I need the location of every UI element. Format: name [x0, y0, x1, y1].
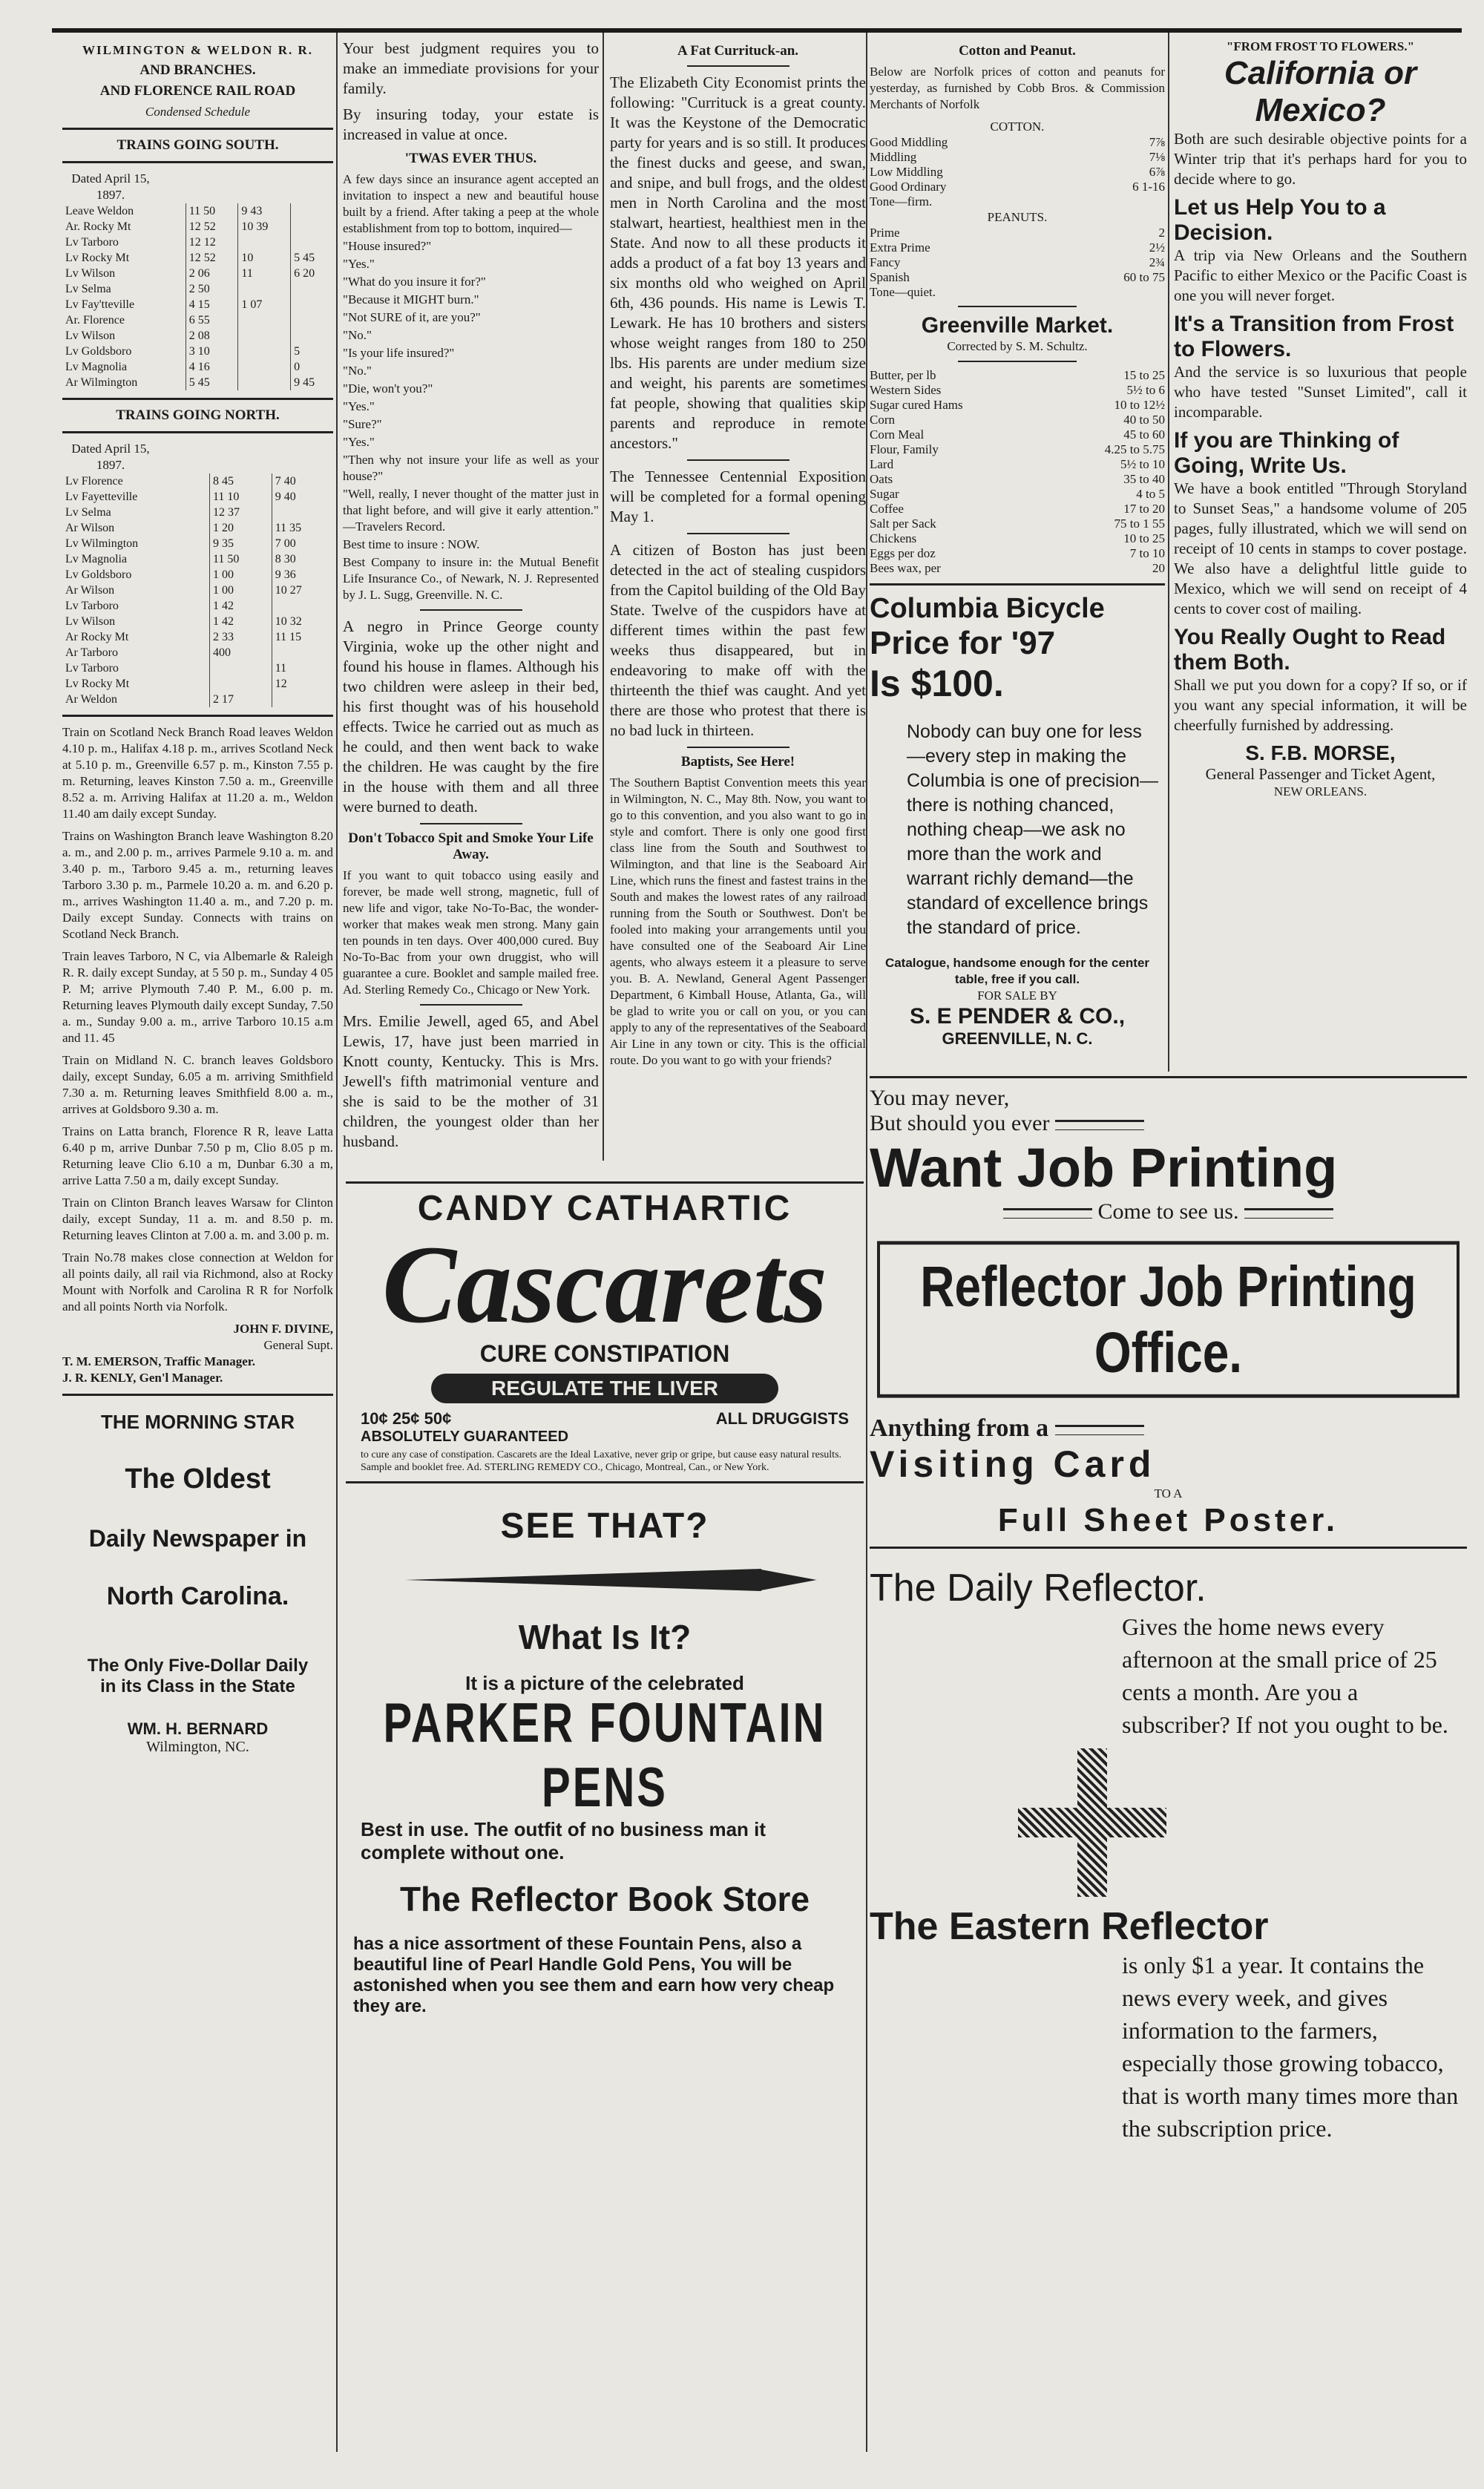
thus-line: "Well, really, I never thought of the matter just in that light before, and will give it early attention." —Travelers Record. — [343, 487, 599, 534]
column-markets — [870, 39, 1165, 1078]
rail-header: WILMINGTON & WELDON R. R. — [82, 43, 313, 57]
pen-question: What Is It? — [518, 1618, 692, 1656]
article-text: Your best judgment requires you to make an immediate provisions for your family. — [343, 39, 599, 97]
thus-line: A few days since an insurance agent accepted an invitation to inspect a new and beautiful house built by a friend. After taking a peep at the whole establishment from top to bottom, inquired— — [343, 172, 599, 235]
headline-cotton: Cotton and Peanut. — [959, 43, 1076, 59]
timetable-row: Lv Rocky Mt 12 52 10 5 45 — [62, 250, 333, 266]
article-negro: A negro in Prince George county Virginia, woke up the other night and found his house in flames. Although his two children were asleep in their bed, his first thought was of his household effects. Twice he carried out as much as he could, and then went back to wake the children. He was caught by the fire in the house with them and all three were burned to death. — [343, 617, 599, 816]
column-divider — [336, 33, 338, 2452]
timetable-row: Ar Tarboro 400 — [62, 645, 333, 660]
job-office-name: Reflector Job Printing Office. — [877, 1241, 1460, 1397]
price-row: Lard 5½ to 10 — [870, 457, 1165, 471]
timetable-row: Lv Wilson 2 08 — [62, 328, 333, 344]
column-insurance — [343, 39, 599, 1196]
eastern-reflector-text: is only $1 a year. It contains the news every week, and gives information to the farmers, especially those growing tobacco, that is worth many times more than the subscription price. — [1122, 1952, 1459, 2142]
signature-title: General Supt. — [263, 1338, 333, 1352]
help-title: Let us Help You to a Decision. — [1174, 195, 1386, 245]
price-row: Prime 2 — [870, 226, 1165, 240]
thus-line: "No." — [343, 328, 372, 342]
job-printing-ad — [870, 1076, 1467, 1558]
price-row: Butter, per lb 15 to 25 — [870, 368, 1165, 382]
sp-signature-place: NEW ORLEANS. — [1273, 784, 1368, 798]
star-line: The Oldest — [125, 1463, 271, 1495]
timetable-row: Lv Tarboro 12 12 — [62, 235, 333, 250]
timetable-row: Ar Weldon 2 17 — [62, 692, 333, 707]
south-date: Dated April 15, 1897. — [71, 171, 150, 202]
price-row: Fancy 2¾ — [870, 255, 1165, 269]
columbia-price-line: Price for '97 — [870, 625, 1056, 661]
peanut-prices — [870, 226, 1165, 300]
thinking-text: We have a book entitled "Through Storyland to Sunset Seas," a handsome volume of 205 pages, fully illustrated, which we will send on receipt of 10 cents in stamps to cover postage. We also have a delightful little guide to Mexico, which we will send on receipt of 4 cents to cover cost of mailing. — [1174, 479, 1467, 617]
timetable-row: Lv Wilson 2 06 11 6 20 — [62, 266, 333, 281]
signature: JOHN F. DIVINE, — [233, 1322, 333, 1336]
timetable-row: Lv Magnolia 11 50 8 30 — [62, 551, 333, 567]
price-row: Good Ordinary 6 1-16 — [870, 180, 1165, 194]
column-divider — [866, 33, 867, 2452]
price-row: Sugar cured Hams 10 to 12½ — [870, 398, 1165, 412]
thus-line: "Yes." — [343, 399, 375, 413]
thus-line: "Is your life insured?" — [343, 346, 455, 360]
come-line: Come to see us. — [870, 1199, 1467, 1224]
daily-reflector-title: The Daily Reflector. — [870, 1567, 1206, 1610]
column-currituck — [610, 39, 866, 1196]
columbia-dealer-place: GREENVILLE, N. C. — [942, 1029, 1093, 1048]
rail-note: Train on Scotland Neck Branch Road leaves Weldon 4.10 p. m., Halifax 4.18 p. m., arrives Scotland Neck at 5.10 p. m., Greenville 6.57 p. m., Kinston 7.55 p. m. Returning, leaves Kinston 7.50 a. m., Greenville 8.52 a. m. Arriving Halifax at 11.20 a. m., Weldon 11.40 am daily except Sunday. — [62, 725, 333, 821]
columbia-for-sale: FOR SALE BY — [977, 988, 1057, 1003]
timetable-row: Lv Selma 2 50 — [62, 281, 333, 297]
rail-subheader-2: AND FLORENCE RAIL ROAD — [99, 83, 296, 99]
timetable-row: Ar Rocky Mt 2 33 11 15 — [62, 629, 333, 645]
thus-article — [343, 171, 599, 603]
cascarets-title: CANDY CATHARTIC — [417, 1189, 792, 1228]
anything-line: Anything from a — [870, 1414, 1467, 1443]
never-line: You may never, — [870, 1086, 1010, 1110]
help-text: A trip via New Orleans and the Southern Pacific to either Mexico or the Pacific Coast is one you will never forget. — [1174, 246, 1467, 304]
market-prices — [870, 368, 1165, 576]
price-row: Middling 7⅛ — [870, 150, 1165, 164]
columbia-title: Columbia Bicycle — [870, 593, 1105, 624]
timetable-row: Leave Weldon 11 50 9 43 — [62, 203, 333, 219]
rail-notes — [62, 724, 333, 1315]
to-a: TO A — [1154, 1486, 1183, 1501]
star-title: THE MORNING STAR — [101, 1411, 295, 1433]
fountain-pen-icon — [346, 1547, 864, 1613]
thus-line: "Die, won't you?" — [343, 381, 433, 396]
column-divider — [1168, 33, 1169, 1072]
daily-reflector-text: Gives the home news every afternoon at the small price of 25 cents a month. Are you a subscriber? If not you ought to be. — [1122, 1613, 1448, 1738]
south-timetable — [62, 203, 333, 390]
price-row: Western Sides 5½ to 6 — [870, 383, 1165, 397]
rail-note: Train No.78 makes close connection at Weldon for all points daily, all rail via Richmond, also at Rocky Mount with Norfolk and Carolina R R for Norfolk and all points North via Norfolk. — [62, 1250, 333, 1314]
timetable-row: Ar Wilmington 5 45 9 45 — [62, 375, 333, 390]
cascarets-prices: 10¢ 25¢ 50¢ — [361, 1409, 452, 1428]
price-row: Oats 35 to 40 — [870, 472, 1165, 486]
signature-2: T. M. EMERSON, Traffic Manager. — [62, 1354, 256, 1368]
signature-3: J. R. KENLY, Gen'l Manager. — [62, 1371, 223, 1385]
columbia-body: Nobody can buy one for less—every step in making the Columbia is one of precision—there is nothing chanced, nothing cheap—we ask no more than the work and warrant richly demand—the standard of excellence brings the standard of price. — [907, 721, 1159, 938]
reflector-ads — [870, 1566, 1467, 2427]
pen-headline: SEE THAT? — [500, 1506, 709, 1546]
timetable-row: Lv Rocky Mt 12 — [62, 676, 333, 692]
timetable-row: Lv Magnolia 4 16 0 — [62, 359, 333, 375]
thus-line: "Not SURE of it, are you?" — [343, 310, 481, 324]
ought-text: Shall we put you down for a copy? If so, or if you want any special information, it will be cheerfully furnished by addressing. — [1174, 676, 1467, 734]
rail-note: Train on Midland N. C. branch leaves Goldsboro daily, except Sunday, 6.05 a m. arriving Smithfield 7.30 a. m. Returning leaves Smithfield 8.00 a. m., arrives at Goldsboro 9.30 a. m. — [62, 1053, 333, 1116]
bookstore-body: has a nice assortment of these Fountain Pens, also a beautiful line of Pearl Handle Gold Pens, You will be astonished when you see them and earn how very cheap they are. — [353, 1934, 835, 2016]
cascarets-ad — [346, 1181, 864, 2016]
article-text: By insuring today, your estate is increased in value at once. — [343, 105, 599, 143]
full-sheet-poster: Full Sheet Poster. — [997, 1502, 1339, 1538]
bookstore-title: The Reflector Book Store — [399, 1880, 810, 1918]
pen-brand: PARKER FOUNTAIN PENS — [383, 1691, 827, 1819]
north-timetable — [62, 473, 333, 707]
star-line: The Only Five-Dollar Daily — [87, 1656, 309, 1676]
thus-line: Best Company to insure in: the Mutual Benefit Life Insurance Co., of Newark, N. J. Represented by J. L. Sugg, Greenville. N. C. — [343, 555, 599, 602]
cascarets-fineprint: to cure any case of constipation. Cascarets are the Ideal Laxative, never grip or gripe, but cause easy natural results. Sample and booklet free. Ad. STERLING REMEDY CO., Chicago, Montreal, Can., or New York. — [361, 1449, 842, 1473]
price-row: Corn 40 to 50 — [870, 413, 1165, 427]
timetable-row: Lv Goldsboro 1 00 9 36 — [62, 567, 333, 583]
price-row: Extra Prime 2½ — [870, 240, 1165, 255]
timetable-row: Ar Wilson 1 00 10 27 — [62, 583, 333, 598]
price-row: Tone—quiet. — [870, 285, 936, 299]
ought-title: You Really Ought to Read them Both. — [1174, 625, 1446, 675]
cascarets-logo: Cascarets — [382, 1223, 827, 1346]
headline-baptists: Baptists, See Here! — [680, 754, 795, 770]
rail-note: Trains on Washington Branch leave Washington 8.20 a. m., and 2.00 p. m., arrives Parmele 9.10 a. m. and 3.40 p. m., Tarboro 9.45 a. m., returning leaves Tarboro 3.30 p. m., Parmele 10.20 a. m. and 6.20 p. m., arrives Washington 11.40 a. m., and 7.20 p. m. Daily except Sunday. Connects with trains on Scotland Neck Branch. — [62, 829, 333, 941]
cascarets-tagline: CURE CONSTIPATION — [479, 1340, 730, 1367]
pen-caption: It is a picture of the celebrated — [465, 1672, 744, 1694]
price-row: Salt per Sack 75 to 1 55 — [870, 517, 1165, 531]
article-boston: A citizen of Boston has just been detected in the act of stealing cuspidors from the Capitol building of the Old Bay State. Twelve of the cuspidors have at different times within the past few weeks thus disappeared, but in endeavoring to make off with the thirteenth the thief was caught. And yet there are those who protest that there is no bad luck in thirteen. — [610, 541, 866, 739]
ornament-cross-icon — [1018, 1748, 1166, 1897]
thus-line: "House insured?" — [343, 239, 432, 253]
timetable-row: Ar. Florence 6 55 — [62, 312, 333, 328]
rail-note: Train on Clinton Branch leaves Warsaw for Clinton daily, except Sunday, 11 a. m. and 8.50 p. m. Returning leaves Clinton at 7.00 a. m. and 3.00 p. m. — [62, 1196, 333, 1242]
price-row: Tone—firm. — [870, 194, 933, 209]
price-row: Eggs per doz 7 to 10 — [870, 546, 1165, 560]
never-line-2: But should you ever — [870, 1111, 1467, 1136]
article-jewell: Mrs. Emilie Jewell, aged 65, and Abel Lewis, 17, have just been married in Knott county, Kentucky. This is Mrs. Jewell's fifth matrimonial venture and she is said to be the mother of 31 children, the youngest older than her husband. — [343, 1012, 599, 1150]
timetable-row: Lv Tarboro 11 — [62, 660, 333, 676]
timetable-row: Ar Wilson 1 20 11 35 — [62, 520, 333, 536]
sp-signature-title: General Passenger and Ticket Agent, — [1205, 765, 1436, 783]
frost-tagline: "FROM FROST TO FLOWERS." — [1226, 39, 1415, 53]
price-row: Corn Meal 45 to 60 — [870, 427, 1165, 442]
cascarets-guarantee: ABSOLUTELY GUARANTEED — [361, 1429, 569, 1445]
thus-line: Best time to insure : NOW. — [343, 537, 480, 551]
column-divider — [603, 33, 604, 1161]
cotton-prices — [870, 135, 1165, 209]
market-subtitle: Corrected by S. M. Schultz. — [947, 339, 1088, 353]
timetable-row: Lv Fay'tteville 4 15 1 07 — [62, 297, 333, 312]
peanut-label: PEANUTS. — [987, 210, 1048, 224]
price-row: Flour, Family 4.25 to 5.75 — [870, 442, 1165, 456]
top-rule — [52, 28, 1462, 33]
column-southern-pacific — [1174, 39, 1467, 1070]
star-line: North Carolina. — [106, 1582, 289, 1610]
column-railroad — [62, 39, 333, 2458]
columbia-catalogue: Catalogue, handsome enough for the center table, free if you call. — [884, 956, 1150, 986]
timetable-row: Lv Fayetteville 11 10 9 40 — [62, 489, 333, 505]
price-row: Chickens 10 to 25 — [870, 531, 1165, 545]
star-place: Wilmington, NC. — [146, 1739, 249, 1755]
visiting-card: Visiting Card — [870, 1443, 1156, 1485]
article-currituck: The Elizabeth City Economist prints the following: "Currituck is a great county. It was the Keystone of the Democratic party for years and is so still. It produces the finest ducks and geese, and swan, and snipe, and bull frogs, and the oldest men in North Carolina and the most stalwart, heartiest, healthiest men in the State. And now to all these products it adds a product of a fat boy 13 years and six months old who weighed on April 6th, 436 pounds. His name is Lewis T. Lewark. He has 10 brothers and sisters whose weight ranges from 180 to 250 lbs. His parents are under medium size and weight, his parents are sometimes fat people, showing that qualities skip parents and reproduce in remote ancestors." — [610, 73, 866, 452]
star-signature: WM. H. BERNARD — [127, 1719, 269, 1738]
article-baptists: The Southern Baptist Convention meets this year in Wilmington, N. C., May 8th. Now, you want to go to this convention, and you also want to go in style and comfort. There is only one good first class line from the South and Southwest to Wilmington, and that line is the Seaboard Air Line, which runs the finest and fastest trains in the South and makes the lowest rates of any railroad running from the South or Southwest. Don't be fooled into making your arrangements until you have consulted one of the Seaboard Air Line agents, who always esteem it a pleasure to serve you. B. A. Newland, General Agent Passenger Department, 6 Kimball House, Atlanta, Ga., will be glad to write you or call on you, or you can apply to any of the representatives of the Seaboard Air Line in any town or city. This is the official route. Do you want to go with your friends? — [610, 775, 866, 1067]
rail-subheader-3: Condensed Schedule — [145, 105, 251, 119]
pen-body: Best in use. The outfit of no business man it complete without one. — [361, 1818, 766, 1863]
columbia-dealer: S. E PENDER & CO., — [909, 1004, 1126, 1029]
headline-tobacco: Don't Tobacco Spit and Smoke Your Life Away. — [348, 830, 594, 862]
transition-text: And the service is so luxurious that people who have tested "Sunset Limited", call it incomparable. — [1174, 363, 1467, 421]
eastern-reflector-title: The Eastern Reflector — [870, 1905, 1269, 1948]
price-row: Bees wax, per 20 — [870, 561, 1165, 575]
market-title: Greenville Market. — [921, 313, 1114, 338]
timetable-row: Lv Tarboro 1 42 — [62, 598, 333, 614]
price-row: Good Middling 7⅞ — [870, 135, 1165, 149]
headline-thus: 'TWAS EVER THUS. — [404, 151, 537, 166]
star-line: in its Class in the State — [100, 1676, 295, 1696]
timetable-row: Lv Goldsboro 3 10 5 — [62, 344, 333, 359]
transition-title: It's a Transition from Frost to Flowers. — [1174, 312, 1454, 361]
thus-line: "Yes." — [343, 435, 375, 449]
timetable-row: Lv Wilson 1 42 10 32 — [62, 614, 333, 629]
want-printing-title: Want Job Printing — [870, 1137, 1338, 1198]
article-tobacco: If you want to quit tobacco using easily and forever, be made well strong, magnetic, full of new life and vigor, take No-To-Bac, the wonder-worker that makes weak men strong. Many gain ten pounds in ten days. Over 400,000 cured. Buy No-To-Bac from your own druggist, who will guarantee a cure. Booklet and sample mailed free. Ad. Sterling Remedy Co., Chicago or New York. — [343, 868, 599, 997]
price-row: Low Middling 6⅞ — [870, 165, 1165, 179]
thus-line: "Then why not insure your life as well as your house?" — [343, 453, 599, 483]
thus-line: "No." — [343, 364, 372, 378]
north-date: Dated April 15, 1897. — [71, 442, 150, 472]
article-tennessee: The Tennessee Centennial Exposition will be completed for a formal opening May 1. — [610, 468, 866, 525]
rail-note: Trains on Latta branch, Florence R R, leave Latta 6.40 p m, arrive Dunbar 7.50 p m, Clio 8.05 p m. Returning leave Clio 6.10 a m, Dunbar 6.30 a m, arrive Latta 7.50 a m, daily except Sunday. — [62, 1124, 333, 1187]
california-title: California or Mexico? — [1224, 55, 1417, 128]
rail-subheader: AND BRANCHES. — [139, 62, 256, 78]
north-title: TRAINS GOING NORTH. — [116, 407, 280, 423]
headline-currituck: A Fat Currituck-an. — [677, 43, 799, 59]
timetable-row: Lv Florence 8 45 7 40 — [62, 473, 333, 489]
rail-note: Train leaves Tarboro, N C, via Albemarle & Raleigh R. R. daily except Sunday, at 5 50 p. m., Sunday 4 05 P. M; arrive Plymouth 7.40 P. M., 6.00 p. m. Returning leaves Plymouth daily except Sunday, 7.50 a. m., Sunday 9.00 a. m., arrive Tarboro 10.15 a.m and 11. 45 — [62, 949, 333, 1045]
cascarets-druggists: ALL DRUGGISTS — [715, 1409, 849, 1428]
timetable-row: Ar. Rocky Mt 12 52 10 39 — [62, 219, 333, 235]
timetable-row: Lv Wilmington 9 35 7 00 — [62, 536, 333, 551]
thus-line: "Sure?" — [343, 417, 382, 431]
california-text: Both are such desirable objective points for a Winter trip that it's perhaps hard for you to decide where to go. — [1174, 130, 1467, 188]
columbia-price: Is $100. — [870, 663, 1004, 704]
cotton-label: COTTON. — [990, 119, 1045, 134]
thus-line: "Yes." — [343, 257, 375, 271]
sp-signature: S. F.B. MORSE, — [1245, 741, 1396, 764]
cascarets-banner: REGULATE THE LIVER — [431, 1374, 778, 1403]
price-row: Sugar 4 to 5 — [870, 487, 1165, 501]
timetable-row: Lv Selma 12 37 — [62, 505, 333, 520]
thus-line: "What do you insure it for?" — [343, 275, 486, 289]
thinking-title: If you are Thinking of Going, Write Us. — [1174, 428, 1399, 478]
thus-line: "Because it MIGHT burn." — [343, 292, 479, 306]
cotton-intro: Below are Norfolk prices of cotton and peanuts for yesterday, as furnished by Cobb Bros. & Commission Merchants of Norfolk — [870, 65, 1165, 111]
price-row: Spanish 60 to 75 — [870, 270, 1165, 284]
star-line: Daily Newspaper in — [88, 1525, 307, 1552]
south-title: TRAINS GOING SOUTH. — [116, 137, 279, 153]
price-row: Coffee 17 to 20 — [870, 502, 1165, 516]
